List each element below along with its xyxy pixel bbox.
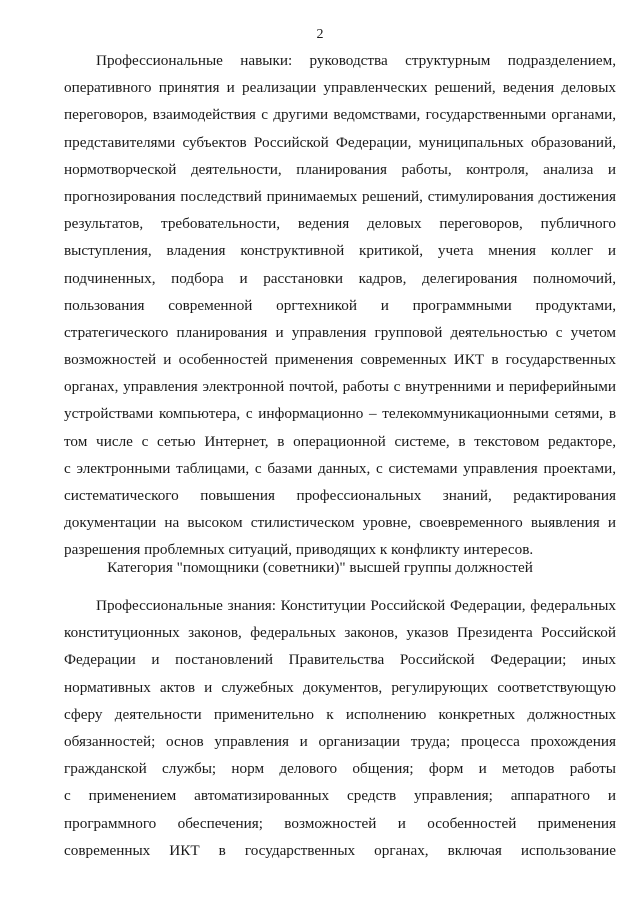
paragraph-line: Профессиональные навыки: руководства структурным подразделением,: [96, 52, 616, 69]
paragraph-line: разрешения проблемных ситуаций, приводящих к конфликту интересов.: [64, 541, 534, 559]
paragraph-line: Профессиональные знания: Конституции Российской Федерации, федеральных: [96, 597, 616, 614]
paragraph-line: органах, управления электронной почтой, работы с внутренними и периферийными: [64, 378, 616, 396]
paragraph-line: конституционных законов, федеральных законов, указов Президента Российской: [64, 624, 616, 642]
paragraph-line: систематического повышения профессиональных знаний, редактирования: [64, 487, 616, 504]
paragraph-line: Федерации и постановлений Правительства Российской Федерации; иных: [64, 651, 616, 669]
paragraph-line: с применением автоматизированных средств управления; аппаратного и: [64, 787, 616, 805]
paragraph-line: прогнозирования последствий принимаемых решений, стимулирования достижения: [64, 187, 616, 205]
paragraph-line: оперативного принятия и реализации управленческих решений, ведения деловых: [64, 79, 616, 97]
paragraph-line: стратегического планирования и управления групповой деятельностью с учетом: [64, 323, 616, 341]
paragraph-line: результатов, требовательности, ведения деловых переговоров, публичного: [64, 215, 616, 233]
paragraph-line: пользования современной оргтехникой и программными продуктами,: [64, 296, 616, 314]
professional-knowledge-paragraph: [64, 592, 616, 864]
paragraph-line: нормотворческой деятельности, планирования работы, контроля, анализа и: [64, 160, 616, 178]
page-number: 2: [316, 27, 324, 42]
paragraph-line: современных ИКТ в государственных органах, включая использование: [64, 841, 616, 859]
paragraph-line: гражданской службы; норм делового общения; форм и методов работы: [64, 760, 616, 778]
paragraph-line: том числе с сетью Интернет, в операционной системе, в текстовом редакторе,: [64, 432, 616, 450]
paragraph-line: с электронными таблицами, с базами данных, с системами управления проектами,: [64, 459, 616, 477]
professional-skills-paragraph: [64, 47, 616, 564]
paragraph-line: сферу деятельности применительно к исполнению конкретных должностных: [64, 705, 616, 723]
paragraph-line: возможностей и особенностей применения современных ИКТ в государственных: [64, 351, 616, 369]
paragraph-line: представителями субъектов Российской Федерации, муниципальных образований,: [64, 133, 616, 151]
paragraph-line: переговоров, взаимодействия с другими ведомствами, государственными органами,: [64, 106, 616, 124]
paragraph-line: программного обеспечения; возможностей и особенностей применения: [64, 814, 616, 832]
paragraph-line: устройствами компьютера, с информационно – телекоммуникационными сетями, в: [64, 405, 616, 423]
paragraph-line: нормативных актов и служебных документов, регулирующих соответствующую: [64, 678, 616, 696]
paragraph-line: документации на высоком стилистическом уровне, своевременного выявления и: [64, 514, 616, 532]
paragraph-line: выступления, владения конструктивной критикой, учета мнения коллег и: [64, 242, 616, 260]
category-heading: Категория "помощники (советники)" высшей группы должностей: [107, 559, 533, 576]
paragraph-line: подчиненных, подбора и расстановки кадров, делегирования полномочий,: [64, 269, 616, 287]
paragraph-line: обязанностей; основ управления и организации труда; процесса прохождения: [64, 732, 616, 750]
